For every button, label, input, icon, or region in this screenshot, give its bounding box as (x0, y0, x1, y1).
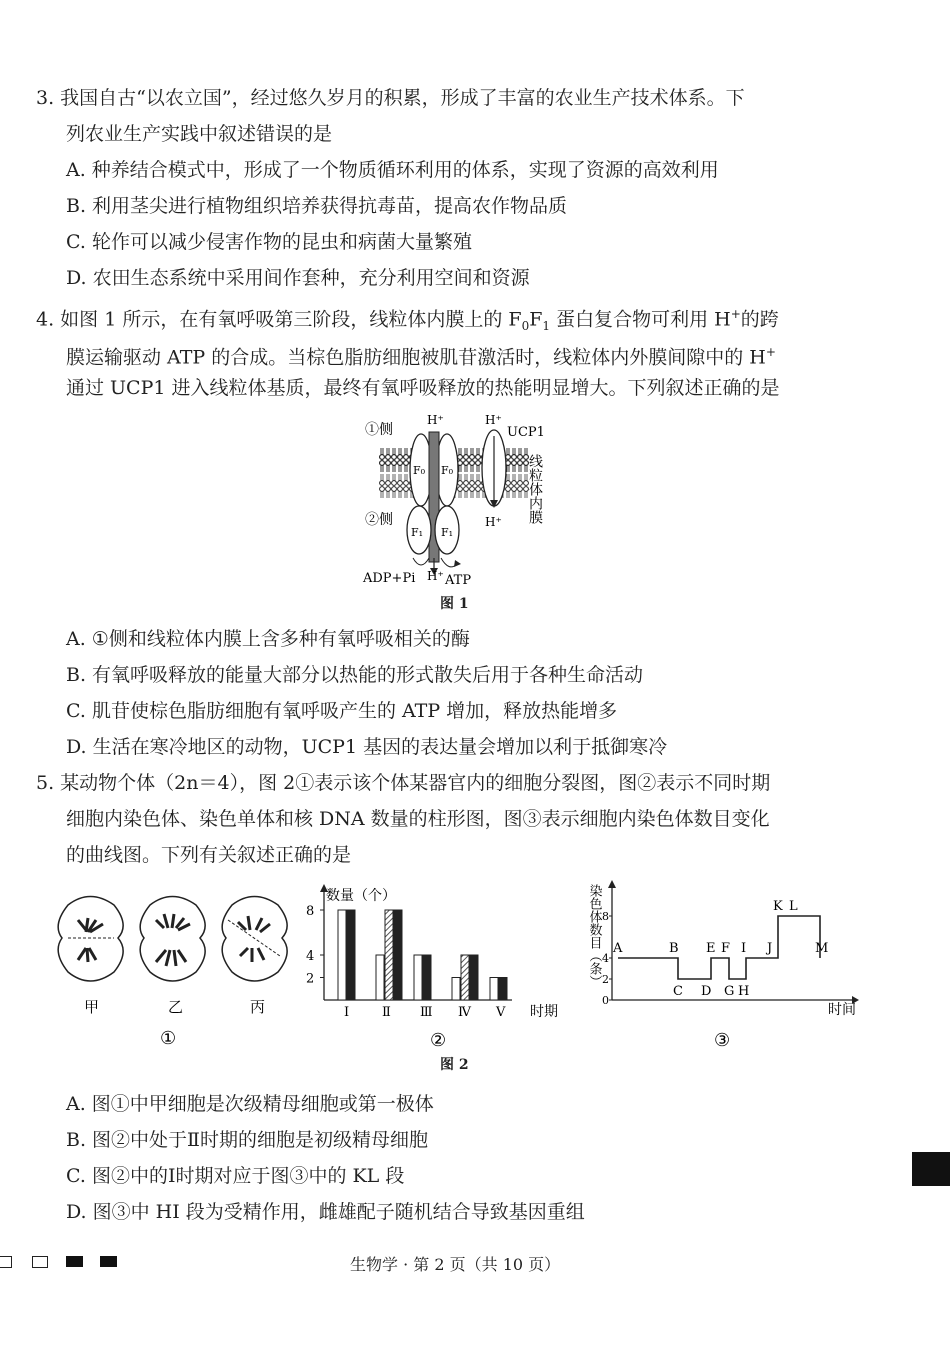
figure-1-membrane-diagram (355, 408, 555, 590)
membrane-label: 线粒体内膜 (527, 454, 543, 524)
q4-stem-line1: 4. 如图 1 所示，在有氧呼吸第三阶段，线粒体内膜上的 $F_0F_1$ 蛋白复合物可利用 H+的跨 (36, 307, 779, 334)
line-point-label-I: I (741, 941, 747, 956)
q5-stem-line1: 5. 某动物个体（2n＝4），图 2①表示该个体某器官内的细胞分裂图，图②表示不同时期 (36, 772, 771, 794)
q3-stem-line2: 列农业生产实践中叙述错误的是 (66, 123, 333, 145)
cell-bing-label: 丙 (250, 998, 266, 1016)
bar-x-label: 时期 (530, 1004, 558, 1020)
line-point-label-E: E (706, 941, 716, 956)
panel-3-label: ③ (714, 1030, 731, 1051)
bar-3-3 (423, 955, 431, 1000)
chromosome-count-line (618, 916, 820, 979)
figure-2-caption: 图 2 (440, 1057, 469, 1073)
cell-jia-label: 甲 (84, 998, 100, 1016)
line-ytick-label: 8 (602, 910, 609, 923)
page-edge-tab (912, 1152, 950, 1186)
bar-3-2 (394, 910, 402, 1000)
bar-3-5 (499, 978, 507, 1001)
bar-ytick-label: 4 (306, 949, 315, 964)
q4-option-a: A. ①侧和线粒体内膜上含多种有氧呼吸相关的酶 (66, 628, 470, 650)
side-1-label: ①侧 (365, 422, 393, 438)
q4-option-d: D. 生活在寒冷地区的动物，UCP1 基因的表达量会增加以利于抵御寒冷 (66, 736, 668, 758)
q5-stem-line3: 的曲线图。下列有关叙述正确的是 (66, 844, 352, 866)
footer-square-2 (32, 1256, 48, 1268)
figure-1-caption: 图 1 (440, 596, 469, 612)
bar-3-1 (347, 910, 355, 1000)
bar-y-label: 数量（个） (326, 888, 396, 904)
q5-option-b: B. 图②中处于Ⅱ时期的细胞是初级精母细胞 (66, 1129, 428, 1151)
cell-yi-chromosomes (156, 914, 190, 966)
q3-option-a: A. 种养结合模式中，形成了一个物质循环利用的体系，实现了资源的高效利用 (66, 159, 719, 181)
bar-category-label: Ⅴ (496, 1005, 506, 1020)
figure-2-line-chart (580, 876, 860, 1056)
ucp1-label: UCP1 (507, 425, 545, 440)
q3-stem-line1: 3. 我国自古“以农立国”，经过悠久岁月的积累，形成了丰富的农业生产技术体系。下 (36, 87, 745, 109)
line-point-label-C: C (673, 984, 683, 999)
line-ytick-label: 4 (602, 952, 609, 965)
line-point-label-M: M (815, 941, 829, 956)
line-point-label-G: G (724, 984, 735, 999)
bar-3-4 (470, 955, 478, 1000)
q4-option-c: C. 肌苷使棕色脂肪细胞有氧呼吸产生的 ATP 增加，释放热能增多 (66, 700, 618, 722)
bar-1-1 (338, 910, 346, 1000)
figure-2-bar-chart (300, 880, 570, 1055)
footer-square-1 (0, 1256, 12, 1268)
h-top-ucp-label: H⁺ (485, 413, 502, 427)
footer-filled-2 (100, 1256, 117, 1267)
atp-arrowhead (454, 560, 461, 567)
cell-bing-chromosomes (228, 916, 280, 962)
line-y-label: 染色体数目（条） (586, 884, 602, 988)
cell-yi-label: 乙 (168, 998, 184, 1016)
q5-stem-line2: 细胞内染色体、染色单体和核 DNA 数量的柱形图，图③表示细胞内染色体数目变化 (66, 808, 770, 830)
f0-right-label: F₀ (441, 464, 454, 477)
q4-stem-line2: 膜运输驱动 ATP 的合成。当棕色脂肪细胞被肌苷激活时，线粒体内外膜间隙中的 H+ (66, 345, 776, 369)
line-ytick-label: 2 (602, 973, 609, 986)
line-x-label: 时间 (828, 1002, 856, 1018)
q3-option-b: B. 利用茎尖进行植物组织培养获得抗毒苗，提高农作物品质 (66, 195, 568, 217)
q5-option-a: A. 图①中甲细胞是次级精母细胞或第一极体 (66, 1093, 434, 1115)
h-bottom-label: H⁺ (427, 569, 444, 583)
q3-option-d: D. 农田生态系统中采用间作套种，充分利用空间和资源 (66, 267, 530, 289)
f1-left-label: F₁ (411, 526, 424, 539)
q5-option-c: C. 图②中的Ⅰ时期对应于图③中的 KL 段 (66, 1165, 405, 1187)
adp-pi-label: ADP+Pi (363, 571, 416, 586)
bar-1-4 (452, 978, 460, 1001)
line-point-label-H: H (738, 984, 750, 999)
side-2-label: ②侧 (365, 512, 393, 528)
line-point-label-J: J (767, 941, 773, 956)
bar-2-2 (385, 910, 393, 1000)
panel-1-label: ① (160, 1028, 177, 1049)
bar-1-3 (414, 955, 422, 1000)
line-point-label-D: D (701, 984, 712, 999)
panel-2-label: ② (430, 1030, 447, 1051)
q3-option-c: C. 轮作可以减少侵害作物的昆虫和病菌大量繁殖 (66, 231, 472, 253)
footer-page-number: 生物学 · 第 2 页（共 10 页） (350, 1255, 561, 1274)
bar-ytick-label: 2 (306, 971, 315, 987)
atp-label: ATP (445, 573, 472, 588)
line-y-arrow (608, 880, 616, 888)
q4-stem-line3: 通过 UCP1 进入线粒体基质，最终有氧呼吸释放的热能明显增大。下列叙述正确的是 (66, 377, 780, 399)
h-top-label: H⁺ (427, 413, 444, 427)
bar-category-label: Ⅱ (382, 1005, 391, 1020)
cell-jia-chromosomes (68, 918, 114, 962)
footer-filled-1 (66, 1256, 83, 1267)
line-point-label-A: A (613, 941, 623, 956)
bar-1-2 (376, 955, 384, 1000)
cell-jia (58, 897, 123, 982)
bar-1-5 (490, 978, 498, 1001)
q4-option-b: B. 有氧呼吸释放的能量大部分以热能的形式散失后用于各种生命活动 (66, 664, 644, 686)
f0-left-label: F₀ (413, 464, 426, 477)
line-point-label-B: B (669, 941, 679, 956)
line-point-label-K: K (773, 899, 783, 914)
bar-category-label: Ⅰ (344, 1005, 350, 1020)
f1-right-label: F₁ (441, 526, 454, 539)
cell-yi (140, 897, 205, 982)
line-ytick-label: 0 (602, 994, 609, 1007)
bar-2-4 (461, 955, 469, 1000)
h-ucp-exit-label: H⁺ (485, 515, 502, 529)
adp-atp-curve-left (413, 558, 429, 565)
line-point-label-F: F (721, 941, 731, 956)
q5-option-d: D. 图③中 HI 段为受精作用，雌雄配子随机结合导致基因重组 (66, 1201, 585, 1223)
figure-2-cell-division (48, 890, 298, 1055)
bar-category-label: Ⅲ (420, 1005, 433, 1020)
bar-category-label: Ⅳ (458, 1005, 471, 1020)
bar-ytick-label: 8 (306, 904, 315, 919)
line-point-label-L: L (789, 899, 798, 914)
